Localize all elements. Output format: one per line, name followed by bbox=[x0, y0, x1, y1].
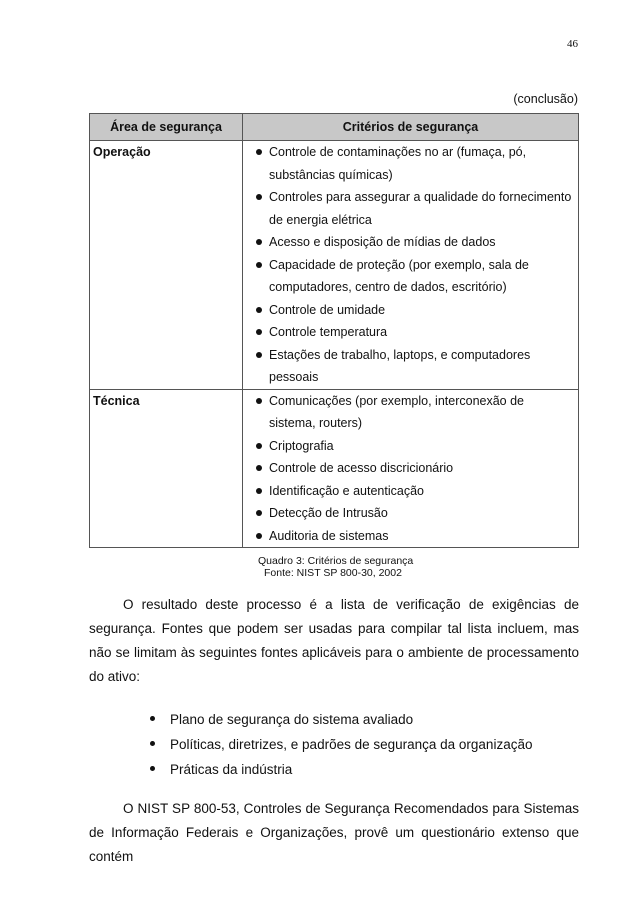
list-item: Controles para assegurar a qualidade do fornecimento de energia elétrica bbox=[255, 186, 572, 231]
list-item: Acesso e disposição de mídias de dados bbox=[255, 231, 572, 254]
table-row-operation bbox=[90, 141, 579, 390]
list-item: Comunicações (por exemplo, interconexão de sistema, routers) bbox=[255, 390, 572, 435]
list-item: Detecção de Intrusão bbox=[255, 502, 572, 525]
criteria-list bbox=[243, 390, 578, 548]
area-name: Operação bbox=[93, 145, 151, 159]
list-item: Controle de contaminações no ar (fumaça, pó, substâncias químicas) bbox=[255, 141, 572, 186]
criteria-cell bbox=[243, 141, 579, 390]
paragraph-result: O resultado deste processo é a lista de verificação de exigências de segurança. Fontes que podem ser usadas para compilar tal lista incluem, mas não se limitam às seguintes fontes aplicáveis para o ambiente de processamento do ativo: bbox=[89, 597, 579, 684]
area-cell bbox=[90, 141, 243, 390]
list-item: Controle de acesso discricionário bbox=[255, 457, 572, 480]
criteria-cell bbox=[243, 389, 579, 548]
criteria-list bbox=[243, 141, 578, 389]
sources-list bbox=[148, 707, 532, 782]
paragraph-nist: O NIST SP 800-53, Controles de Segurança Recomendados para Sistemas de Informação Federais e Organizações, provê um questionário extenso que contém bbox=[89, 801, 579, 864]
list-item: Estações de trabalho, laptops, e computadores pessoais bbox=[255, 344, 572, 389]
list-item: Controle temperatura bbox=[255, 321, 572, 344]
area-cell bbox=[90, 389, 243, 548]
list-item: Controle de umidade bbox=[255, 299, 572, 322]
header-criteria: Critérios de segurança bbox=[243, 114, 579, 141]
area-name: Técnica bbox=[93, 393, 140, 408]
table-caption bbox=[258, 555, 413, 579]
list-item: Criptografia bbox=[255, 435, 572, 458]
header-area: Área de segurança bbox=[90, 114, 243, 141]
list-item: Capacidade de proteção (por exemplo, sala de computadores, centro de dados, escritório) bbox=[255, 254, 572, 299]
list-item: Plano de segurança do sistema avaliado bbox=[148, 707, 532, 732]
table-row-technical bbox=[90, 389, 579, 548]
caption-label: Quadro 3: Critérios de segurança bbox=[258, 555, 414, 567]
continuation-note: (conclusão) bbox=[513, 92, 578, 106]
page-number: 46 bbox=[567, 38, 578, 50]
list-item: Políticas, diretrizes, e padrões de segurança da organização bbox=[148, 732, 532, 757]
caption-source: Fonte: NIST SP 800-30, 2002 bbox=[264, 567, 402, 579]
table-header-row bbox=[90, 114, 579, 141]
list-item: Auditoria de sistemas bbox=[255, 525, 572, 548]
list-item: Práticas da indústria bbox=[148, 757, 532, 782]
security-criteria-table bbox=[89, 113, 579, 548]
list-item: Identificação e autenticação bbox=[255, 480, 572, 503]
